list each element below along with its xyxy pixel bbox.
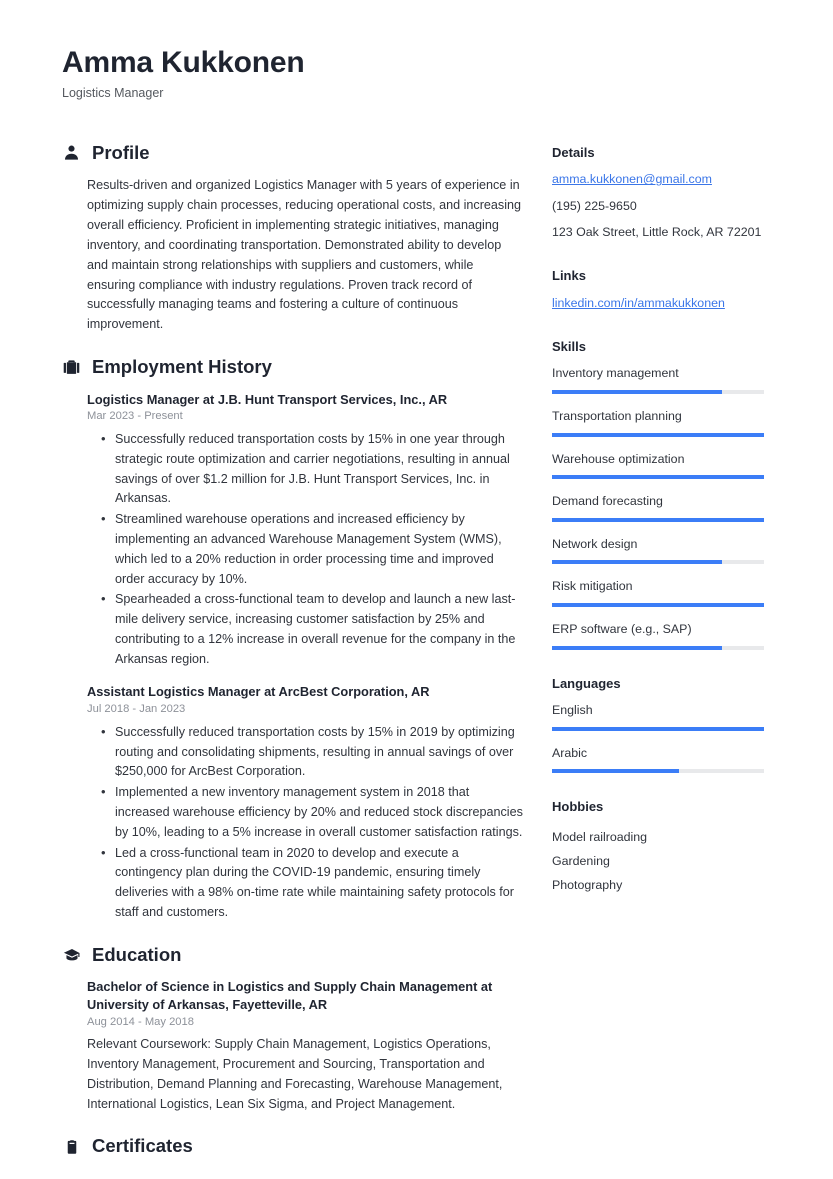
language-item — [552, 744, 764, 774]
main-column — [62, 143, 524, 1179]
bullet-item: • Successfully reduced transportation costs by 15% in 2019 by optimizing routing and consolidating shipments, resulting in annual savings of over $250,000 for ArcBest Corporation. — [105, 723, 524, 782]
education-entry-description: Relevant Coursework: Supply Chain Management, Logistics Operations, Inventory Management, Procurement and Sourcing, Transportation and Distribution, Demand Planning and Forecasting, Warehouse Management, International Logistics, Lean Six Sigma, and Project Management. — [87, 1037, 503, 1111]
briefcase-icon — [62, 358, 81, 377]
sidebar-column — [552, 143, 764, 924]
skill-item — [552, 492, 764, 522]
hobby-item: Model railroading — [552, 830, 648, 845]
sidebar-title-hobbies: Hobbies — [552, 799, 604, 815]
user-icon — [62, 143, 81, 162]
section-education — [62, 945, 524, 1115]
skill-item — [552, 407, 764, 437]
skill-item — [552, 620, 764, 650]
section-header-education — [62, 945, 524, 965]
bullet-item: • Spearheaded a cross-functional team to develop and launch a new last-mile delivery service, increasing customer satisfaction by 25% and contributing to a 12% increase in overall revenue for the company in the Arkansas region. — [105, 590, 524, 669]
sidebar-title-links: Links — [552, 268, 586, 283]
email-link[interactable]: amma.kukkonen@gmail.com — [552, 172, 712, 187]
skill-meter-fill — [552, 475, 764, 479]
skill-meter-track — [552, 560, 764, 564]
skill-item — [552, 364, 764, 394]
section-title-profile: Profile — [92, 141, 150, 163]
language-meter-fill — [552, 727, 764, 731]
section-header-employment — [62, 357, 524, 377]
clipboard-icon — [62, 1137, 81, 1156]
graduation-cap-icon — [62, 945, 81, 964]
language-label: Arabic — [552, 745, 588, 760]
employment-entry — [87, 683, 524, 922]
skill-meter-track — [552, 433, 764, 437]
section-title-education: Education — [92, 943, 182, 965]
sidebar-section-links — [552, 268, 764, 313]
skill-label: Transportation planning — [552, 409, 682, 424]
sidebar-title-skills: Skills — [552, 338, 586, 354]
hobby-item: Photography — [552, 878, 623, 893]
section-body-profile — [62, 176, 524, 335]
employment-entry-bullets — [87, 723, 524, 923]
skill-label: Network design — [552, 536, 638, 551]
section-employment-history — [62, 357, 524, 922]
education-entry-title: Bachelor of Science in Logistics and Supply Chain Management at University of Arkansas, Fayetteville, AR — [87, 978, 493, 1012]
resume-body — [62, 143, 771, 1179]
employment-entry-date: Jul 2018 - Jan 2023 — [87, 703, 186, 716]
sidebar-title-details: Details — [552, 144, 595, 160]
sidebar-section-hobbies — [552, 799, 764, 897]
bullet-item: • Successfully reduced transportation costs by 15% in one year through strategic route optimization and carrier negotiations, resulting in annual savings of over $1.2 million for J.B. Hunt Transport Services, Inc. in Arkansas. — [105, 430, 524, 509]
skill-meter-track — [552, 646, 764, 650]
candidate-job-title: Logistics Manager — [62, 85, 164, 100]
skill-label: Warehouse optimization — [552, 451, 685, 466]
language-meter-track — [552, 727, 764, 731]
address-text: 123 Oak Street, Little Rock, AR 72201 — [552, 224, 762, 239]
resume-header — [62, 46, 771, 101]
sidebar-title-languages: Languages — [552, 675, 621, 691]
skill-meter-fill — [552, 603, 764, 607]
skill-meter-fill — [552, 518, 764, 522]
employment-entry-title: Assistant Logistics Manager at ArcBest Corporation, AR — [87, 684, 430, 700]
section-title-certificates: Certificates — [92, 1135, 193, 1157]
employment-entry-title: Logistics Manager at J.B. Hunt Transport Services, Inc., AR — [87, 391, 448, 407]
education-entry-date: Aug 2014 - May 2018 — [87, 1015, 194, 1028]
sidebar-section-details — [552, 145, 764, 242]
skill-meter-track — [552, 603, 764, 607]
skill-meter-fill — [552, 646, 722, 650]
section-profile — [62, 143, 524, 335]
skill-label: Inventory management — [552, 366, 679, 381]
skill-meter-track — [552, 475, 764, 479]
section-title-employment: Employment History — [92, 356, 272, 378]
skill-meter-track — [552, 390, 764, 394]
skill-meter-fill — [552, 390, 722, 394]
skill-item — [552, 577, 764, 607]
section-body-employment — [62, 391, 524, 923]
bullet-item: • Implemented a new inventory management system in 2018 that increased warehouse efficiency by 20% and reduced stock discrepancies by 10%, leading to a 5% increase in overall customer satisfaction ratings. — [105, 783, 524, 842]
section-header-certificates — [62, 1136, 524, 1156]
bullet-item: • Streamlined warehouse operations and increased efficiency by implementing an advanced Warehouse Management System (WMS), which led to a 20% reduction in order processing time and improved order accuracy by 10%. — [105, 510, 524, 589]
section-certificates — [62, 1136, 524, 1156]
section-body-education — [62, 978, 524, 1115]
profile-text: Results-driven and organized Logistics Manager with 5 years of experience in optimizing supply chain processes, reducing operational costs, and increasing overall efficiency. Proficient in implementing strategic initiatives, managing inventory, and coordinating transportation. Demonstrated ability to develop and maintain strong relationships with suppliers and customers, while ensuring compliance with industry regulations. Proven track record of successfully managing teams and fostering a culture of continuous improvement. — [87, 178, 522, 332]
skill-meter-track — [552, 518, 764, 522]
skill-label: Risk mitigation — [552, 579, 633, 594]
employment-entry — [87, 391, 524, 670]
skill-item — [552, 450, 764, 480]
hobby-item: Gardening — [552, 854, 610, 869]
sidebar-section-languages — [552, 676, 764, 774]
language-label: English — [552, 703, 593, 718]
section-header-profile — [62, 143, 524, 163]
education-entry — [87, 978, 524, 1115]
employment-entry-bullets — [87, 430, 524, 669]
language-meter-track — [552, 769, 764, 773]
skill-label: ERP software (e.g., SAP) — [552, 622, 692, 637]
skill-label: Demand forecasting — [552, 494, 663, 509]
linkedin-link[interactable]: linkedin.com/in/ammakukkonen — [552, 295, 725, 310]
language-meter-fill — [552, 769, 679, 773]
employment-entry-date: Mar 2023 - Present — [87, 410, 183, 423]
candidate-name: Amma Kukkonen — [62, 46, 305, 79]
skill-item — [552, 535, 764, 565]
phone-text: (195) 225-9650 — [552, 198, 637, 213]
bullet-item: • Led a cross-functional team in 2020 to develop and execute a contingency plan during the COVID-19 pandemic, ensuring timely deliveries with a 98% on-time rate while maintaining safety protocols for staff and customers. — [105, 844, 524, 923]
sidebar-section-skills — [552, 339, 764, 650]
skill-meter-fill — [552, 560, 722, 564]
skill-meter-fill — [552, 433, 764, 437]
language-item — [552, 701, 764, 731]
